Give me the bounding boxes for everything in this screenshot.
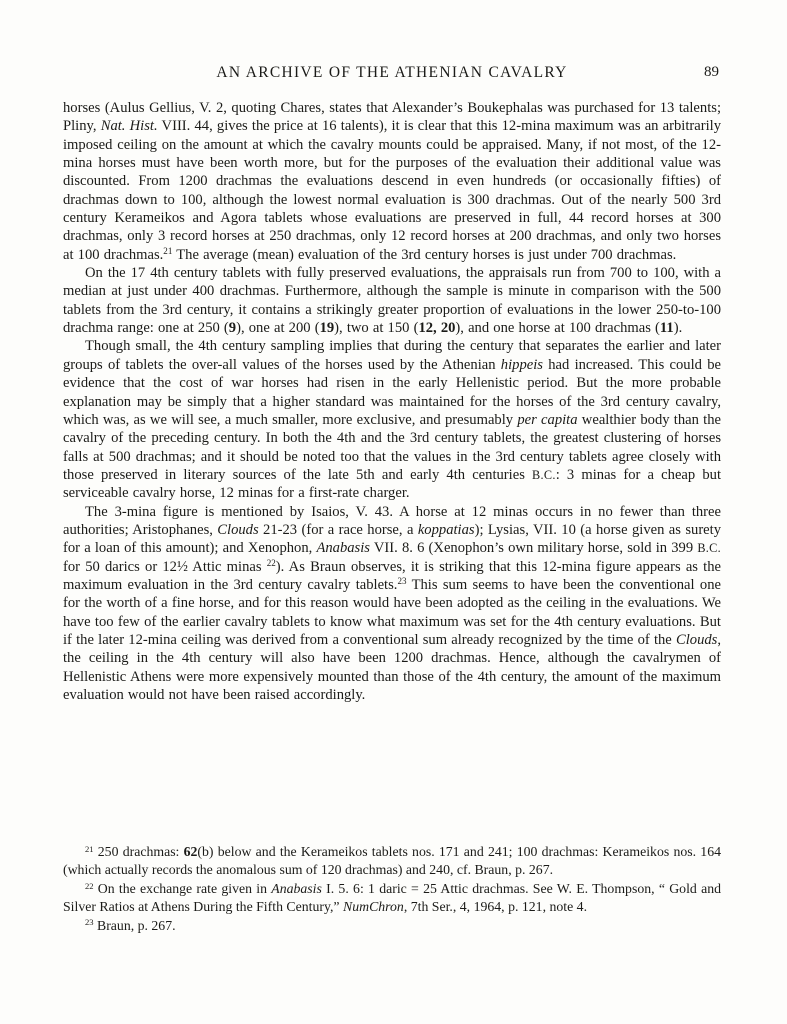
- text-run: Though small, the 4th century sampling implies that during the century that separates the earlier and later groups of tablets the over-all values of the horses used by the Athenian: [63, 338, 721, 373]
- text-run: The average (mean) evaluation of the 3rd century horses is just under 700 drachmas.: [172, 246, 677, 263]
- text-run: 62: [183, 844, 198, 859]
- text-run: 11: [659, 320, 674, 337]
- text-run: ), and one horse at 100 drachmas (: [455, 320, 660, 337]
- text-run: ), two at 150 (: [334, 320, 419, 337]
- footnote-marker: 22: [85, 880, 94, 891]
- text-run: koppatias: [417, 521, 475, 538]
- text-run: This sum seems to have been the conventional one for the worth of a fine horse, and for this reason would have been adopted as the ceiling in the evaluations. We have too few of the earlier cavalry tablets to know what maximum was set for the 4th century evaluations. But if the later 12-mina ceiling was derived from a conventional sum already recognized by the time of the: [63, 576, 721, 648]
- page-header: [63, 64, 721, 86]
- text-run: wealthier body than the cavalry of the preceding century. In both the 4th and the 3rd century tablets, the greatest clustering of horses falls at 500 drachmas; and it should be noted too that the values in the 3rd century tablets agree closely with those preserved in literary sources of the late 5th and early 4th centuries: [63, 411, 722, 483]
- text-run: I. 5. 6: 1 daric = 25 Attic drachmas. See W. E. Thompson, “ Gold and Silver Ratios at Athens During the Fifth Century,”: [63, 880, 721, 915]
- text-run: 21-23 (for a race horse, a: [258, 521, 418, 538]
- footnote-marker: 21: [85, 843, 94, 854]
- text-run: 9: [228, 320, 237, 337]
- text-run: B.C.: [532, 467, 556, 482]
- text-run: Braun, p. 267.: [93, 917, 176, 933]
- footnotes-section: [63, 843, 721, 935]
- text-run: Clouds: [675, 631, 718, 648]
- text-run: 19: [319, 320, 335, 337]
- footnote-marker: 22: [266, 558, 276, 569]
- text-run: NumChron: [343, 899, 404, 915]
- text-run: VII. 8. 6 (Xenophon’s own military horse, sold in 399: [369, 540, 698, 557]
- text-run: had increased. This could be evidence that the cost of war horses had risen in the early Hellenistic period. But the more probable explanation may be simply that a higher standard was maintained for the horses of the 3rd century cavalry, which was, as we will see, a much smaller, more exclusive, and presumably: [63, 356, 722, 428]
- text-run: 250 drachmas:: [93, 844, 184, 859]
- text-run: Clouds: [217, 521, 259, 538]
- running-title: AN ARCHIVE OF THE ATHENIAN CAVALRY: [216, 64, 568, 81]
- text-run: The 3-mina figure is mentioned by Isaios, V. 43. A horse at 12 minas occurs in no fewer than three authorities; Aristophanes,: [63, 503, 721, 538]
- text-run: for 50 darics or 12½ Attic minas: [63, 558, 267, 575]
- text-run: ). As Braun observes, it is striking that this 12-mina figure appears as the maximum evaluation in the 3rd century cavalry tablets.: [63, 558, 721, 593]
- paragraph-2: [63, 264, 721, 337]
- text-run: Anabasis: [271, 880, 322, 896]
- page-number: 89: [704, 64, 719, 80]
- text-run: ).: [673, 320, 683, 337]
- paragraph-3: [63, 337, 721, 502]
- text-run: horses (Aulus Gellius, V. 2, quoting Chares, states that Alexander’s Boukephalas was purchased for 13 talents; Pliny,: [63, 100, 721, 135]
- text-run: ), one at 200 (: [236, 320, 320, 337]
- footnote-21: [63, 843, 721, 880]
- text-run: Anabasis: [316, 540, 370, 557]
- text-run: , 7th Ser., 4, 1964, p. 121, note 4.: [403, 899, 588, 915]
- text-run: 12, 20: [418, 320, 456, 337]
- text-run: , the ceiling in the 4th century will also have been 1200 drachmas. Hence, although the cavalrymen of Hellenistic Athens were more expensively mounted than those of the 4th century, the amount of the maximum evaluation would not have been raised accordingly.: [63, 631, 721, 703]
- body-text: [63, 99, 721, 704]
- text-run: per capita: [517, 411, 578, 428]
- text-run: (b) below and the Kerameikos tablets nos. 171 and 241; 100 drachmas: Kerameikos nos. 164 (which actually records the anomalous sum of 120 drachmas) and 240, cf. Braun, p. 267.: [63, 844, 721, 878]
- footnote-23: [63, 917, 721, 935]
- footnote-marker: 23: [397, 576, 407, 587]
- paragraph-4: [63, 503, 721, 705]
- text-run: ); Lysias, VII. 10 (a horse given as surety for a loan of this amount); and Xenophon,: [63, 521, 722, 557]
- footnote-marker: 23: [85, 917, 94, 928]
- text-run: : 3 minas for a cheap but serviceable cavalry horse, 12 minas for a first-rate charger.: [63, 466, 721, 502]
- paragraph-1: [63, 99, 721, 264]
- footnote-22: [63, 880, 721, 917]
- text-run: On the 17 4th century tablets with fully preserved evaluations, the appraisals run from 700 to 100, with a median at just under 400 drachmas. Furthermore, although the sample is minute in comparison with the 500 tablets from the 3rd century, it contains a strikingly greater proportion of evaluations in the lower 250-to-100 drachma range: one at 250 (: [63, 265, 721, 337]
- text-run: B.C.: [697, 541, 721, 556]
- text-run: On the exchange rate given in: [93, 880, 272, 896]
- text-run: VIII. 44, gives the price at 16 talents), it is clear that this 12-mina maximum was an arbitrarily imposed ceiling on the amount at which the cavalry mounts could be appraised. Many, if not most, of the 12-mina horses must have been worth more, but for the purposes of the evaluation their additional value was discounted. From 1200 drachmas the evaluations descend in even hundreds (or occasionally fifties) of drachmas down to 100, although the lowest normal evaluation is 300 drachmas. Out of the nearly 500 3rd century Kerameikos and Agora tablets whose evaluations are preserved in full, 44 record horses at 300 drachmas, only 3 record horses at 250 drachmas, only 12 record horses at 200 drachmas, and only two horses at 100 drachmas.: [63, 118, 722, 263]
- footnote-marker: 21: [163, 246, 173, 257]
- text-run: Nat. Hist.: [100, 118, 158, 135]
- text-run: hippeis: [500, 356, 543, 373]
